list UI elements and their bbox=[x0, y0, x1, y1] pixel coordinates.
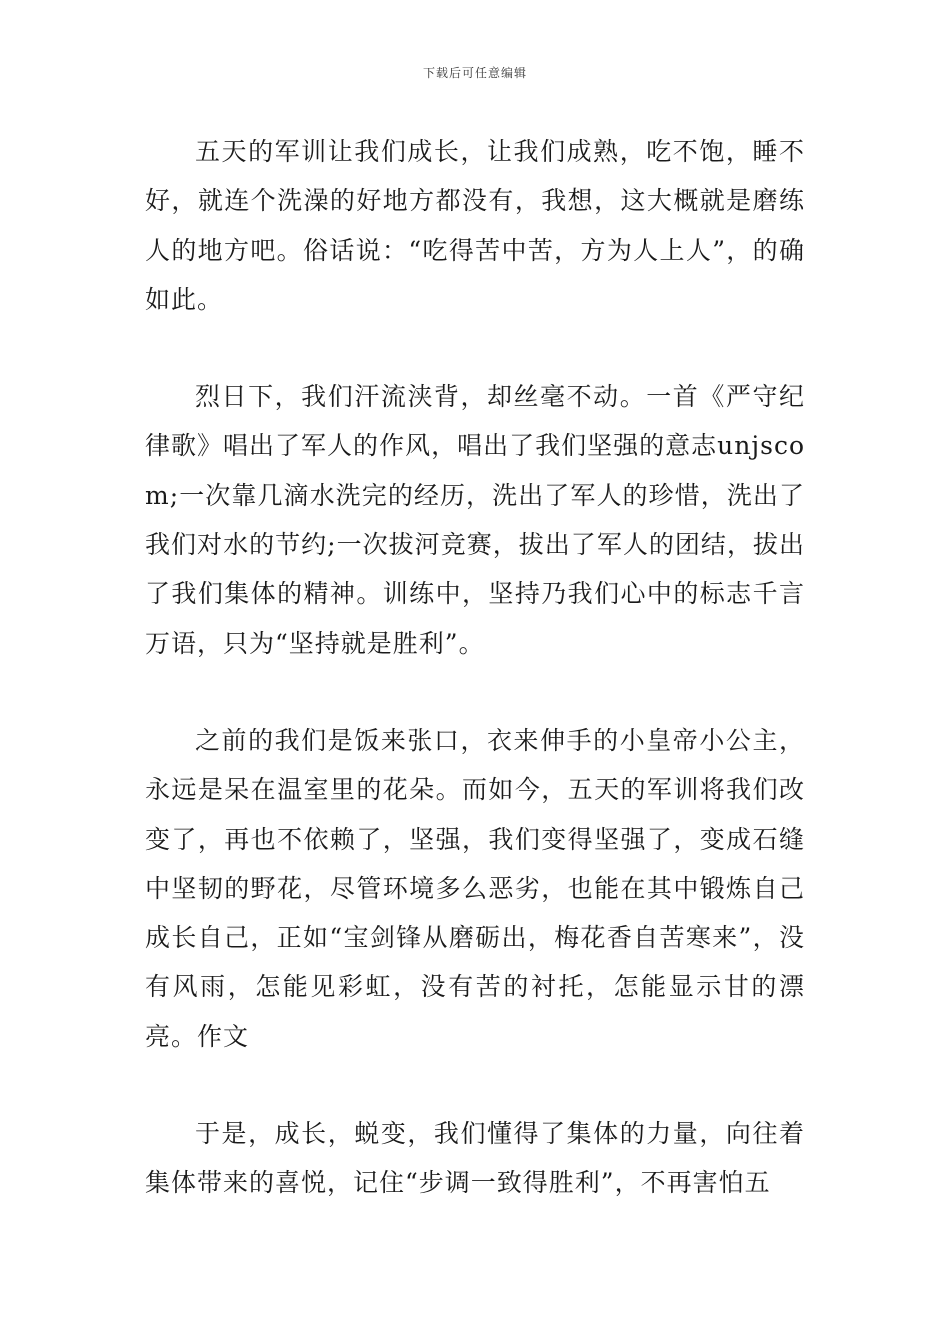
paragraph-3: 之前的我们是饭来张口，衣来伸手的小皇帝小公主，永远是呆在温室里的花朵。而如今，五天的军训将我们改变了，再也不依赖了，坚强，我们变得坚强了，变成石缝中坚韧的野花，尽管环境多么恶劣，也能在其中锻炼自己成长自己，正如“宝剑锋从磨砺出，梅花香自苦寒来”，没有风雨，怎能见彩虹，没有苦的衬托，怎能显示甘的漂亮。作文 bbox=[145, 725, 805, 1051]
document-body bbox=[145, 127, 805, 1208]
page-header: 下载后可任意编辑 bbox=[422, 66, 527, 80]
paragraph-1: 五天的军训让我们成长，让我们成熟，吃不饱，睡不好，就连个洗澡的好地方都没有，我想，这大概就是磨练人的地方吧。俗话说：“吃得苦中苦，方为人上人”，的确如此。 bbox=[145, 137, 805, 314]
paragraph-4: 于是，成长，蜕变，我们懂得了集体的力量，向往着集体带来的喜悦，记住“步调一致得胜利”，不再害怕五 bbox=[145, 1119, 805, 1198]
paragraph-2: 烈日下，我们汗流浃背，却丝毫不动。一首《严守纪律歌》唱出了军人的作风，唱出了我们坚强的意志unjscom;一次靠几滴水洗完的经历，洗出了军人的珍惜，洗出了我们对水的节约;一次拔河竞赛，拔出了军人的团结，拔出了我们集体的精神。训练中，坚持乃我们心中的标志千言万语，只为“坚持就是胜利”。 bbox=[145, 382, 805, 658]
